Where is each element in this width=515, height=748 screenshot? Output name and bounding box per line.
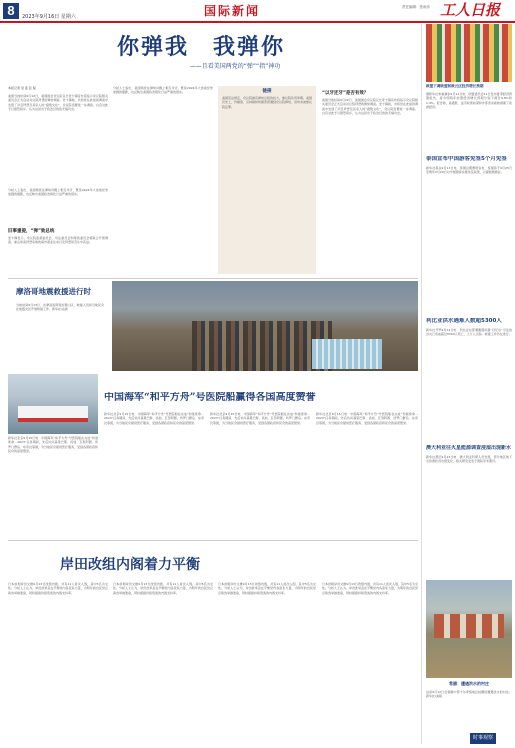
photo-water-bottles bbox=[312, 339, 382, 369]
earthquake-caption: 当地时间9月13日，在摩洛哥阿特拉斯山区，救援人员和当地民众在地震灾区开展救援工作。新华社/法新 bbox=[16, 303, 104, 312]
bottom-body-2: 日本首相岸田文雄9月13日改组内阁，共有11人首次入阁，其中5名为女性。分析人士认为，岸田此举意在平衡党内各派系力量，为明年的自民党总裁选举做准备，同时提振持续低迷的内阁支持率。 bbox=[113, 582, 213, 595]
main-headline: 你弹我 我弹你 bbox=[116, 34, 285, 60]
bottom-body-1: 日本首相岸田文雄9月13日改组内阁，共有11人首次入阁，其中5名为女性。分析人士认为，岸田此举意在平衡党内各派系力量，为明年的自民党总裁选举做准备，同时提振持续低迷的内阁支持率。 bbox=[8, 582, 108, 595]
right-text-4: 新华社悉尼9月13日电 澳大利亚科研人员发现，部分地区地下水资源状况出现变化，相关研究发表于国际学术期刊。 bbox=[426, 455, 512, 464]
link-box-text: 美国宪法规定，众议院拥有弹劾总统的权力，参议院负责审理。美国历史上，约翰逊、克林顿和特朗普曾遭到众议院弹劾，但均未被参议院定罪。 bbox=[222, 96, 312, 109]
bottom-headline: 岸田改组内阁着力平衡 bbox=[60, 557, 200, 573]
ship-body-b: 新华社北京9月15日电 中国海军“和平方舟”号医院船在完成“和谐使命－2023”任务期间，先后访问基里巴斯、汤加、瓦努阿图、所罗门群岛、东帝汶等国，为当地民众提供医疗服务，受到各国政府和民众的高度赞誉。 bbox=[104, 412, 204, 425]
main-body-col1c: 麦卡锡表示，众议院监督委员会、司法委员会和筹款委员会将联合开展调查，重点审查拜登家族的海外商业往来以及拜登是否从中获益。 bbox=[8, 236, 108, 245]
main-body-col1: 美国当地时间9月12日，美国国会众议院议长麦卡锡宣布将指示众议院相关委员会正式启动对总统拜登的弹劾调查。麦卡锡称，共和党在此前的调查中发现了涉及拜登及其家人的“腐败文化”，众议院需要进一步调查。白宫对此予以强烈驳斥，认为这是出于政治目的的无端攻击。 bbox=[8, 94, 108, 112]
editor-line: 责任编辑：张雨乐 bbox=[402, 5, 430, 9]
masthead-logo: 工人日报 bbox=[440, 1, 501, 19]
header bbox=[0, 0, 515, 22]
date-line: 2023年9月16日 星期六 bbox=[22, 14, 76, 20]
earthquake-headline: 摩洛哥地震救援进行时 bbox=[16, 287, 91, 296]
main-subheadline: ——且看美国两党的“弹”“指”神功 bbox=[189, 63, 281, 70]
section-title: 国际新闻 bbox=[204, 4, 261, 18]
subhead-2: “以牙还牙”是否有效？ bbox=[322, 91, 369, 96]
link-box-title: 链接 bbox=[262, 89, 272, 94]
right-caption-2: 希腊：遭遇洪水的村庄 bbox=[449, 681, 489, 686]
hospital-ship-photo bbox=[8, 374, 98, 434]
subhead-1: 旧事重提，“弹”劾总统 bbox=[8, 229, 55, 234]
right-headline-2: 泰国宣布中国游客免签5个月免签 bbox=[426, 156, 507, 162]
ship-hull bbox=[18, 406, 88, 422]
right-caption-1: 欧盟下调欧盟和欧元区经济增长预期 bbox=[426, 84, 484, 88]
earthquake-photo bbox=[112, 281, 418, 371]
main-body-col4: 美国当地时间9月12日，美国国会众议院议长麦卡锡宣布将指示众议院相关委员会正式启动对总统拜登的弹劾调查。麦卡锡称，共和党在此前的调查中发现了涉及拜登及其家人的“腐败文化”，众议院需要进一步调查。白宫对此予以强烈驳斥，认为这是出于政治目的的无端攻击。 bbox=[322, 98, 418, 116]
ship-headline: 中国海军“和平方舟”号医院船赢得各国高度赞誉 bbox=[104, 392, 316, 403]
right-text-3: 新华社开罗9月14日电 利比亚东部遭遇强风暴“丹尼尔”引发的洪灾已造成超过5300人死亡，上万人失踪。救援工作仍在进行。 bbox=[426, 328, 512, 337]
ship-body-d: 新华社北京9月15日电 中国海军“和平方舟”号医院船在完成“和谐使命－2023”任务期间，先后访问基里巴斯、汤加、瓦努阿图、所罗门群岛、东帝汶等国，为当地民众提供医疗服务，受到各国政府和民众的高度赞誉。 bbox=[316, 412, 418, 425]
byline: 本报记者 吴 姜 张 程 bbox=[8, 86, 36, 90]
page-number-badge: 8 bbox=[3, 3, 19, 19]
link-box bbox=[218, 86, 316, 274]
supermarket-photo bbox=[426, 24, 512, 82]
photo-crowd bbox=[192, 321, 332, 371]
main-body-col2: 分析人士指出，美国两党在弹劾问题上相互攻讦，既是2024年大选前党争加剧的缩影，也反映出美国政治极化日益严重的现实。 bbox=[113, 86, 213, 95]
bottom-body-4: 日本首相岸田文雄9月13日改组内阁，共有11人首次入阁，其中5名为女性。分析人士认为，岸田此举意在平衡党内各派系力量，为明年的自民党总裁选举做准备，同时提振持续低迷的内阁支持率。 bbox=[322, 582, 418, 595]
header-rule bbox=[0, 21, 515, 23]
flood-village-photo bbox=[426, 580, 512, 678]
ship-body-a: 新华社北京9月15日电 中国海军“和平方舟”号医院船在完成“和谐使命－2023”任务期间，先后访问基里巴斯、汤加、瓦努阿图、所罗门群岛、东帝汶等国，为当地民众提供医疗服务，受到各国政府和民众的高度赞誉。 bbox=[8, 436, 98, 454]
bottom-body-3: 日本首相岸田文雄9月13日改组内阁，共有11人首次入阁，其中5名为女性。分析人士认为，岸田此举意在平衡党内各派系力量，为明年的自民党总裁选举做准备，同时提振持续低迷的内阁支持率。 bbox=[218, 582, 316, 595]
right-headline-3: 利比亚洪水遇难人数超5300人 bbox=[426, 318, 502, 324]
right-text-2: 新华社曼谷9月13日电 泰国总理赛塔宣布，泰国将于9月25日至明年2月29日对中国游客实施免签政策，以提振旅游业。 bbox=[426, 166, 512, 175]
main-body-col1b: 分析人士指出，美国两党在弹劾问题上相互攻讦，既是2024年大选前党争加剧的缩影，也反映出美国政治极化日益严重的现实。 bbox=[8, 188, 108, 197]
right-divider bbox=[421, 24, 422, 744]
bottom-rule bbox=[8, 540, 418, 541]
right-headline-4: 澳大利亚往火星能源调查浸湿出现新水 bbox=[426, 445, 512, 451]
ship-body-c: 新华社北京9月15日电 中国海军“和平方舟”号医院船在完成“和谐使命－2023”任务期间，先后访问基里巴斯、汤加、瓦努阿图、所罗门群岛、东帝汶等国，为当地民众提供医疗服务，受到各国政府和民众的高度赞誉。 bbox=[210, 412, 310, 425]
right-text-5: 这是9月12日在希腊中部卡尔季察地区拍摄的遭遇洪水的村庄。新华社/美联 bbox=[426, 690, 512, 699]
right-text-1: 据新华社布鲁塞尔9月11日电 欧盟委员会11日发布夏季经济预测报告，将今明两年欧盟经济增长预期分别下调至0.8%和1.4%。报告称，高通胀、货币政策收紧和外部需求疲软拖累了欧洲经济。 bbox=[426, 92, 512, 110]
earthquake-feature bbox=[8, 278, 418, 372]
footer-badge: 时事观察 bbox=[470, 733, 496, 744]
flood-roofs bbox=[434, 614, 504, 638]
